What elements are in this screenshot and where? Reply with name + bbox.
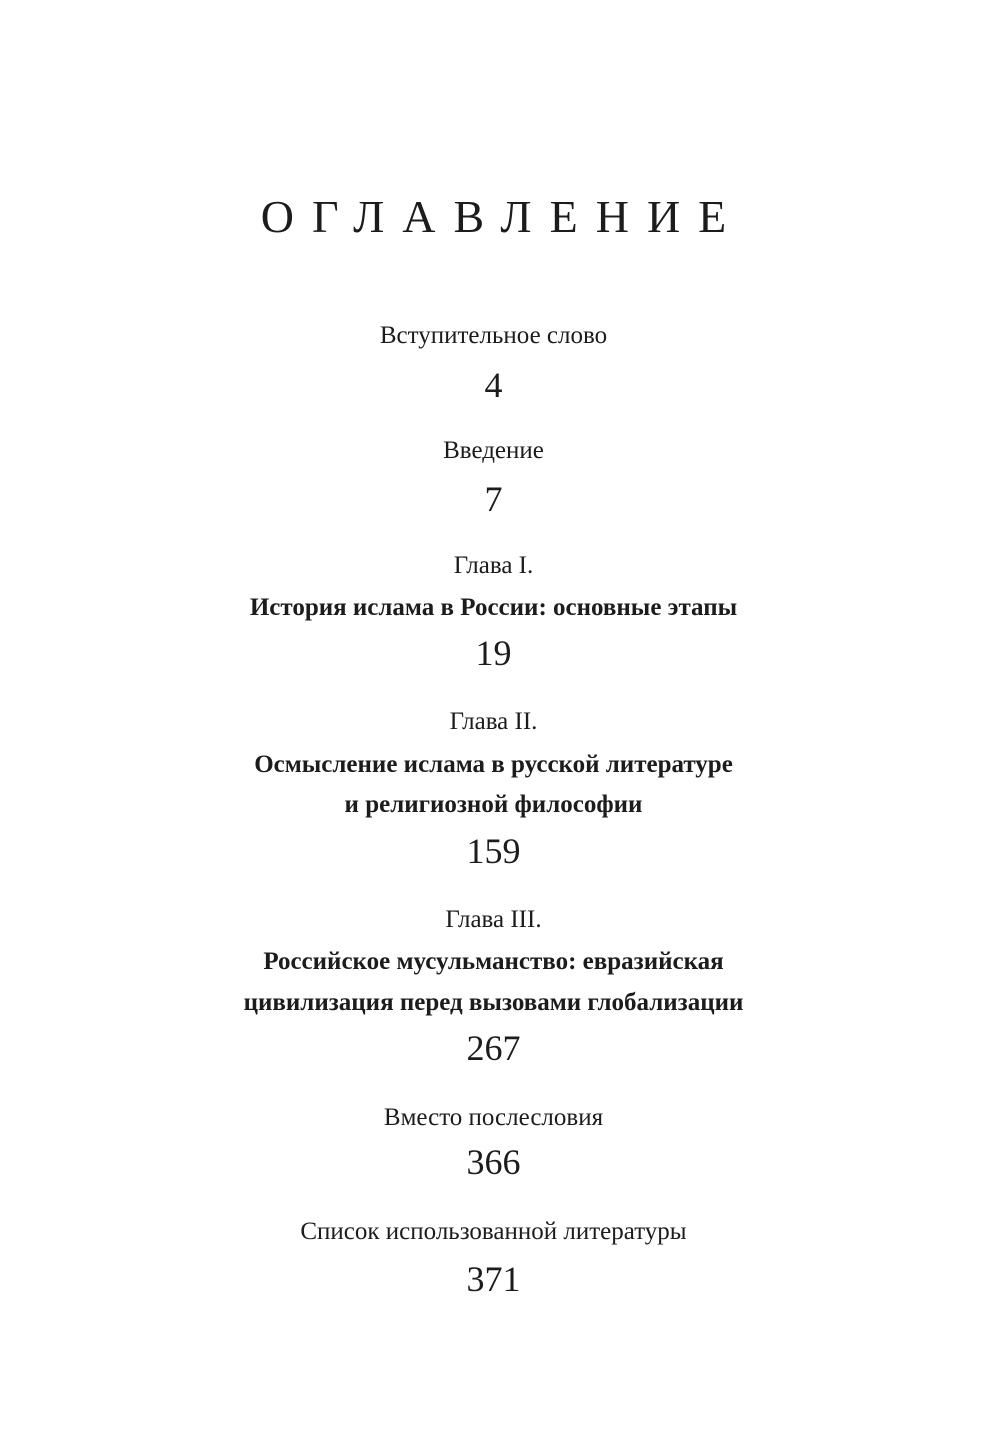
toc-entry-afterword-page: 366 <box>466 1142 521 1182</box>
toc-entry-bibliography-page: 371 <box>466 1259 521 1299</box>
toc-entry-afterword-label: Вместо послесловия <box>383 1104 604 1131</box>
toc-entry-chapter-2-label: Глава II. <box>449 708 538 735</box>
toc-entry-introduction-label: Введение <box>443 437 544 464</box>
toc-entry-chapter-1-page: 19 <box>475 633 512 673</box>
page-title: ОГЛАВЛЕНИЕ <box>260 191 745 242</box>
toc-entry-chapter-2-title-line-1: Осмысление ислама в русской литературе <box>254 751 733 778</box>
toc-entry-foreword-page: 4 <box>484 365 503 405</box>
toc-entry-chapter-3-title-line-2: цивилизация перед вызовами глобализации <box>243 989 744 1016</box>
toc-entry-chapter-3-label: Глава III. <box>445 906 542 933</box>
toc-entry-introduction-page: 7 <box>484 479 503 519</box>
toc-entry-foreword-label: Вступительное слово <box>379 322 608 349</box>
toc-entry-chapter-3-page: 267 <box>466 1028 521 1068</box>
toc-entry-chapter-2-page: 159 <box>466 831 521 871</box>
toc-entry-chapter-1-label: Глава I. <box>453 552 534 579</box>
toc-entry-chapter-1-title: История ислама в России: основные этапы <box>249 594 738 621</box>
toc-entry-bibliography-label: Список использованной литературы <box>300 1218 687 1245</box>
toc-entry-chapter-2-title-line-2: и религиозной философии <box>344 791 643 818</box>
toc-entry-chapter-3-title-line-1: Российское мусульманство: евразийская <box>263 948 724 975</box>
